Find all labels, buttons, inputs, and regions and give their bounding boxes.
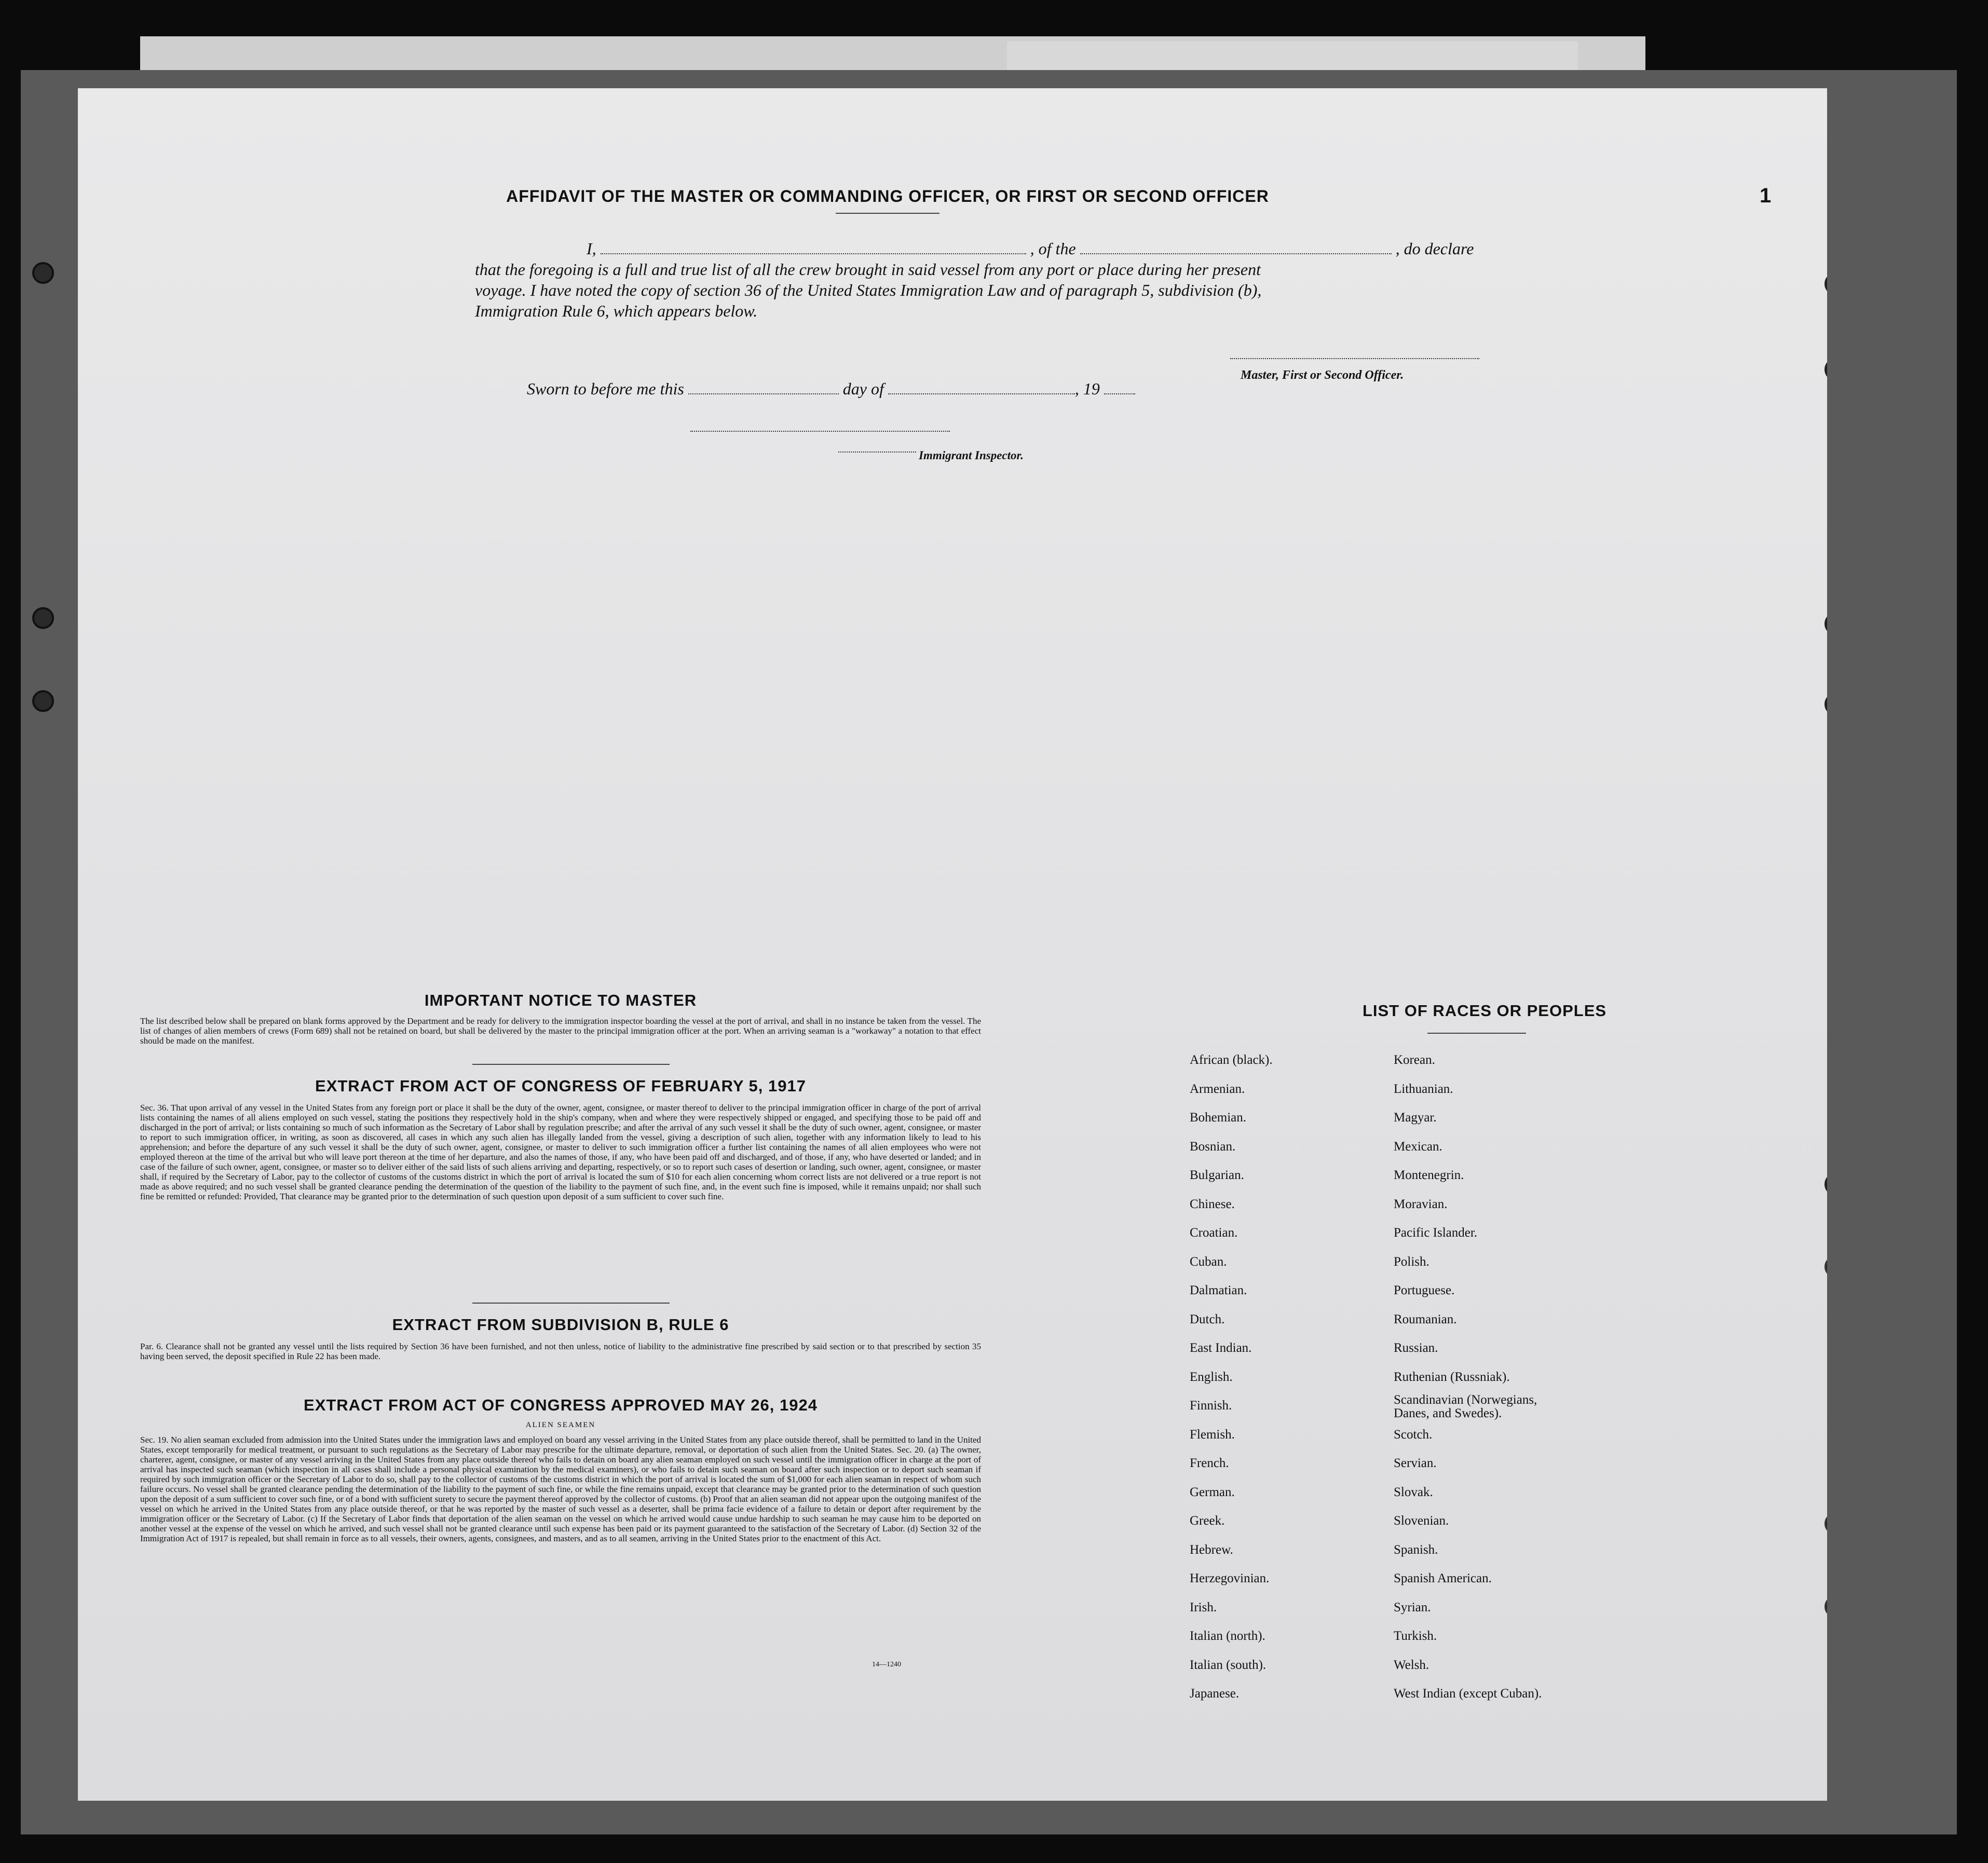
- race-item: Turkish.: [1394, 1629, 1437, 1643]
- inspector-dots: [838, 451, 916, 453]
- divider: [472, 1303, 670, 1304]
- race-item: Mexican.: [1394, 1139, 1442, 1154]
- race-item: Servian.: [1394, 1456, 1437, 1470]
- divider: [1427, 1033, 1526, 1034]
- race-item: Japanese.: [1190, 1687, 1240, 1701]
- inspector-signature-blank[interactable]: [690, 431, 950, 432]
- divider: [836, 213, 939, 214]
- race-item: Korean.: [1394, 1053, 1435, 1067]
- master-signature-blank[interactable]: [1230, 358, 1479, 359]
- race-item: Scotch.: [1394, 1427, 1433, 1442]
- race-item: Irish.: [1190, 1600, 1217, 1614]
- race-item: Slovenian.: [1394, 1514, 1449, 1528]
- extract-rule6-title: EXTRACT FROM SUBDIVISION B, RULE 6: [392, 1316, 729, 1334]
- binder-hole-icon: [1824, 1596, 1827, 1618]
- race-item: West Indian (except Cuban).: [1394, 1687, 1542, 1701]
- inspector-caption: Immigrant Inspector.: [919, 449, 1024, 462]
- master-caption: Master, First or Second Officer.: [1241, 368, 1404, 382]
- race-item: Bulgarian.: [1190, 1168, 1244, 1182]
- vessel-blank[interactable]: [1080, 253, 1392, 254]
- extract-1917-title: EXTRACT FROM ACT OF CONGRESS OF FEBRUARY 5, 1917: [315, 1077, 806, 1095]
- affidavit-line-3: voyage. I have noted the copy of section 36 of the United States Immigration Law and of paragraph 5, subdivision (b),: [475, 281, 1262, 299]
- affidavit-declare-label: , do declare: [1395, 239, 1474, 258]
- race-item: Moravian.: [1394, 1197, 1448, 1211]
- binder-hole-icon: [1824, 1173, 1827, 1196]
- affidavit-line-1: [509, 239, 1510, 258]
- race-item: Lithuanian.: [1394, 1081, 1453, 1096]
- race-item: Slovak.: [1394, 1485, 1433, 1499]
- race-item: East Indian.: [1190, 1341, 1252, 1355]
- affidavit-title: AFFIDAVIT OF THE MASTER OR COMMANDING OFFICER, OR FIRST OR SECOND OFFICER: [506, 187, 1269, 206]
- race-item: Finnish.: [1190, 1399, 1232, 1413]
- race-item: French.: [1190, 1456, 1229, 1470]
- binder-hole-icon: [1824, 612, 1827, 635]
- race-item: Pacific Islander.: [1394, 1226, 1478, 1240]
- affidavit-i-label: I,: [587, 239, 596, 258]
- race-item: Armenian.: [1190, 1081, 1245, 1096]
- race-item: Syrian.: [1394, 1600, 1431, 1614]
- year-label: , 19: [1074, 379, 1100, 398]
- extract-1924-subtitle: ALIEN SEAMEN: [525, 1421, 596, 1429]
- extract-1924-title: EXTRACT FROM ACT OF CONGRESS APPROVED MAY 26, 1924: [304, 1396, 818, 1414]
- affidavit-of-the-label: , of the: [1030, 239, 1076, 258]
- race-item: African (black).: [1190, 1053, 1273, 1067]
- race-item: Spanish.: [1394, 1542, 1438, 1557]
- binder-hole-icon: [32, 262, 54, 284]
- race-item: Magyar.: [1394, 1111, 1437, 1125]
- important-notice-text: The list described below shall be prepared on blank forms approved by the Department and be ready for delivery to the immigration inspector boarding the vessel at the port of arrival, and shall in no instance be taken from the vessel. The list of changes of alien members of crews (Form 689) shall not be retained on board, but shall be delivered by the master to the principal immigration officer at the port. When an arriving seaman is a "workaway" a notation to that effect should be made on the manifest.: [140, 1016, 981, 1046]
- month-blank[interactable]: [888, 393, 1075, 394]
- races-title: LIST OF RACES OR PEOPLES: [1362, 1002, 1607, 1020]
- binder-hole-icon: [1824, 272, 1827, 295]
- document-page: [78, 88, 1827, 1801]
- day-of-label: day of: [842, 379, 884, 398]
- binder-hole-icon: [32, 690, 54, 712]
- form-number: 14—1240: [872, 1661, 901, 1668]
- margin-mark: 1: [1760, 184, 1772, 207]
- binder-hole-icon: [1824, 358, 1827, 381]
- year-blank[interactable]: [1104, 393, 1135, 394]
- race-item: Scandinavian (Norwegians, Danes, and Swedes).: [1394, 1393, 1537, 1420]
- race-item: Hebrew.: [1190, 1542, 1233, 1557]
- race-item: Roumanian.: [1394, 1312, 1457, 1326]
- race-item: Portuguese.: [1394, 1283, 1455, 1297]
- race-item: Ruthenian (Russniak).: [1394, 1369, 1510, 1384]
- race-item: Russian.: [1394, 1341, 1438, 1355]
- divider: [472, 1064, 670, 1065]
- race-item: Herzegovinian.: [1190, 1571, 1270, 1585]
- race-item: German.: [1190, 1485, 1235, 1499]
- day-blank[interactable]: [688, 393, 839, 394]
- race-item: Italian (south).: [1190, 1657, 1267, 1672]
- sworn-line: [527, 379, 1264, 399]
- race-item: Dalmatian.: [1190, 1283, 1247, 1297]
- race-item: Dutch.: [1190, 1312, 1225, 1326]
- races-column-2: [1394, 1046, 1664, 1708]
- race-item: Croatian.: [1190, 1226, 1238, 1240]
- race-item: Italian (north).: [1190, 1629, 1265, 1643]
- name-blank[interactable]: [601, 253, 1026, 254]
- race-item: Flemish.: [1190, 1427, 1235, 1442]
- binder-hole-icon: [1824, 1513, 1827, 1535]
- race-item: Bosnian.: [1190, 1139, 1236, 1154]
- race-item: Spanish American.: [1394, 1571, 1492, 1585]
- binder-hole-icon: [32, 607, 54, 629]
- race-item: Bohemian.: [1190, 1111, 1247, 1125]
- race-item: Cuban.: [1190, 1254, 1227, 1269]
- race-item: English.: [1190, 1369, 1233, 1384]
- affidavit-line-4: Immigration Rule 6, which appears below.: [475, 302, 758, 320]
- race-item: Montenegrin.: [1394, 1168, 1464, 1182]
- race-item: Chinese.: [1190, 1197, 1235, 1211]
- race-item: Greek.: [1190, 1514, 1225, 1528]
- important-notice-title: IMPORTANT NOTICE TO MASTER: [424, 991, 697, 1009]
- race-item: Welsh.: [1394, 1657, 1429, 1672]
- affidavit-line-2: that the foregoing is a full and true list of all the crew brought in said vessel from any port or place during her present: [475, 260, 1261, 279]
- binder-hole-icon: [1824, 693, 1827, 716]
- race-item: Polish.: [1394, 1254, 1429, 1269]
- extract-1917-text: Sec. 36. That upon arrival of any vessel in the United States from any foreign port or place it shall be the duty of the owner, agent, consignee, or master thereof to deliver to the principal immigration officer in charge of the port of arrival lists containing the names of all aliens employed on such vessel, stating the positions they respectively hold in the ship's company, when and where they were respectively shipped or engaged, and specifying those to be paid off and discharged in the port of arrival; or lists containing so much of such information as the Secretary of Labor shall by regulation prescribe; and after the arrival of any such vessel it shall be the duty of such owner, agent, consignee, or master to report to such immigration officer, in writing, as soon as discovered, all cases in which any such alien has illegally landed from the vessel, giving a description of such alien, together with any information likely to lead to his apprehension; and before the departure of any such vessel it shall be the duty of such owner, agent, consignee, or master to deliver to such immigration officer a further list containing the names of all alien employees who were not employed thereon at the time of the arrival but who will leave port thereon at the time of her departure, and also the names of those, if any, who have been paid off and discharged, and of those, if any, who have deserted or landed; and in case of the failure of such owner, agent, consignee, or master so to deliver either of the said lists of such aliens arriving and departing, respectively, or so to report such cases of desertion or landing, such owner, agent, consignee, or master shall, if required by the Secretary of Labor, pay to the collector of customs of the customs district in which the port of arrival is located the sum of $10 for each alien concerning whom correct lists are not delivered or a true report is not made as above required; and no such vessel shall be granted clearance pending the determination of the question of the liability to the payment of such fine, and, in the event such fine is imposed, while it remains unpaid; nor shall such fine be remitted or refunded: Provided, That clearance may be granted prior to the determination of such question upon deposit of a sum sufficient to cover such fine.: [140, 1103, 981, 1201]
- sworn-label: Sworn to before me this: [527, 379, 684, 398]
- extract-rule6-text: Par. 6. Clearance shall not be granted any vessel until the lists required by Section 36 have been furnished, and not then unless, notice of liability to the administrative fine prescribed by said section or to that prescribed by section 35 having been served, the deposit specified in Rule 22 has been made.: [140, 1341, 981, 1361]
- binder-hole-icon: [1824, 1256, 1827, 1278]
- extract-1924-text: Sec. 19. No alien seaman excluded from admission into the United States under the immigration laws and employed on board any vessel arriving in the United States from any place outside thereof, shall be permitted to land in the United States, except temporarily for medical treatment, or pursuant to such regulations as the Secretary of Labor may prescribe for the ultimate departure, removal, or deportation of such alien from the United States. Sec. 20. (a) The owner, charterer, agent, consignee, or master of any vessel arriving in the United States from any place outside thereof who fails to detain on board any alien seaman employed on such vessel until the immigration officer in charge at the port of arrival has inspected such seaman (which inspection in all cases shall include a personal physical examination by the medical examiners), or who fails to detain such seaman on board after such inspection or to deport such seaman if required by such immigration officer or the Secretary of Labor to do so, shall pay to the collector of customs of the customs district in which the port of arrival is located the sum of $1,000 for each alien seaman in respect of whom such failure occurs. No vessel shall be granted clearance pending the determination of the liability to the payment of such fine, or while the fine remains unpaid, except that clearance may be granted prior to the determination of such question upon the deposit of a sum sufficient to cover such fine, or of a bond with sufficient surety to secure the payment thereof approved by the collector of customs. (b) Proof that an alien seaman did not appear upon the outgoing manifest of the vessel on which he arrived in the United States from any place outside thereof, or that he was reported by the master of such vessel as a deserter, shall be prima facie evidence of a failure to detain or deport after requirement by the immigration officer or the Secretary of Labor. (c) If the Secretary of Labor finds that deportation of the alien seaman on the vessel on which he arrived would cause undue hardship to such seaman he may cause him to be deported on another vessel at the expense of the vessel on which he arrived, and such vessel shall not be granted clearance until such expense has been paid or its payment guaranteed to the satisfaction of the Secretary of Labor. (d) Section 32 of the Immigration Act of 1917 is repealed, but shall remain in force as to all vessels, their owners, agents, consignees, and masters, and as to all seamen, arriving in the United States prior to the enactment of this Act.: [140, 1435, 981, 1543]
